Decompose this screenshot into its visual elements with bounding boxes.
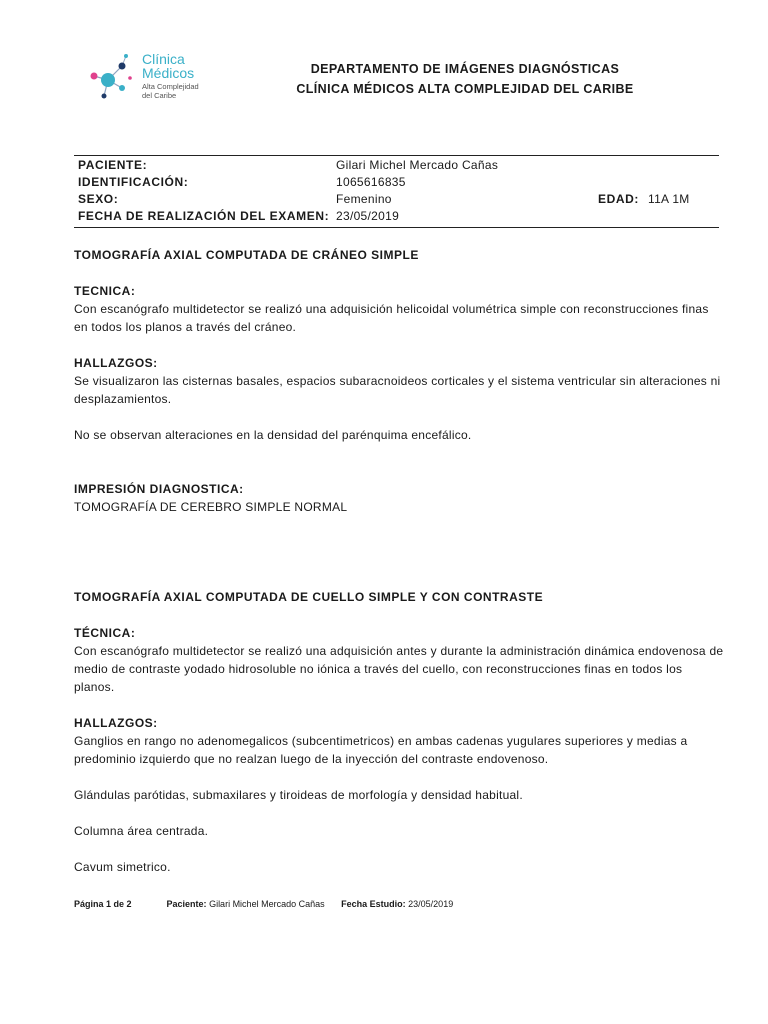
study1-technique-heading: TECNICA:	[74, 284, 136, 298]
footer-patient-label: Paciente:	[166, 899, 207, 909]
clinic-logo	[80, 48, 240, 110]
patient-age-value: 11A 1M	[648, 192, 690, 206]
logo-name-line2: Médicos	[142, 65, 195, 81]
report-body	[74, 246, 724, 876]
study2-findings-text1: Ganglios en rango no adenomegalicos (subcentimetricos) en ambas cadenas yugulares superiores y medias a predominio izquierdo que no realzan luego de la inyección del contraste endovenoso.	[74, 734, 688, 766]
study2-findings-text4: Cavum simetrico.	[74, 860, 171, 874]
study1-findings-text1: Se visualizaron las cisternas basales, espacios subaracnoideos corticales y el sistema ventricular sin alteraciones ni desplazamientos.	[74, 374, 721, 406]
patient-info-table	[74, 155, 719, 228]
patient-name-label: PACIENTE:	[78, 158, 148, 172]
page-footer	[74, 899, 453, 909]
logo-subtitle-line1: Alta Complejidad	[142, 82, 199, 91]
molecule-logo-icon	[86, 52, 136, 106]
footer-page-number: Página 1 de 2	[74, 899, 132, 909]
footer-date-value: 23/05/2019	[408, 899, 454, 909]
study1-impression-heading: IMPRESIÓN DIAGNOSTICA:	[74, 482, 244, 496]
study1-technique-text: Con escanógrafo multidetector se realizó una adquisición helicoidal volumétrica simple con reconstrucciones finas en todos los planos a través del cráneo.	[74, 302, 709, 334]
study1-title: TOMOGRAFÍA AXIAL COMPUTADA DE CRÁNEO SIMPLE	[74, 248, 419, 262]
logo-name-line1: Clínica	[142, 51, 185, 67]
patient-name-row	[74, 157, 719, 174]
patient-age-label: EDAD:	[598, 192, 639, 206]
exam-date-label: FECHA DE REALIZACIÓN DEL EXAMEN:	[78, 209, 330, 223]
study1-impression-text: TOMOGRAFÍA DE CEREBRO SIMPLE NORMAL	[74, 500, 348, 514]
study2-title: TOMOGRAFÍA AXIAL COMPUTADA DE CUELLO SIMPLE Y CON CONTRASTE	[74, 590, 544, 604]
footer-date-label: Fecha Estudio:	[341, 899, 406, 909]
patient-sex-value: Femenino	[336, 192, 392, 206]
study1-findings-heading: HALLAZGOS:	[74, 356, 158, 370]
study2-technique-heading: TÉCNICA:	[74, 626, 136, 640]
logo-text	[142, 52, 242, 100]
department-title: DEPARTAMENTO DE IMÁGENES DIAGNÓSTICAS	[310, 62, 620, 76]
study2-findings-text3: Columna área centrada.	[74, 824, 209, 838]
logo-subtitle-line2: del Caribe	[142, 91, 177, 100]
patient-id-value: 1065616835	[336, 175, 406, 189]
patient-id-row	[74, 174, 719, 191]
study2-technique-text: Con escanógrafo multidetector se realizó una adquisición antes y durante la administración dinámica endovenosa de medio de contraste yodado hidrosoluble no iónica a través del cuello, con reconstrucciones finas en todos los planos.	[74, 644, 724, 694]
patient-name-value: Gilari Michel Mercado Cañas	[336, 158, 499, 172]
exam-date-row	[74, 208, 719, 225]
study2-findings-text2: Glándulas parótidas, submaxilares y tiroideas de morfología y densidad habitual.	[74, 788, 523, 802]
patient-id-label: IDENTIFICACIÓN:	[78, 175, 189, 189]
study1-findings-text2: No se observan alteraciones en la densidad del parénquima encefálico.	[74, 428, 472, 442]
footer-patient-value: Gilari Michel Mercado Cañas	[209, 899, 325, 909]
study2-findings-heading: HALLAZGOS:	[74, 716, 158, 730]
clinic-title: CLÍNICA MÉDICOS ALTA COMPLEJIDAD DEL CARIBE	[296, 82, 634, 96]
patient-sex-label: SEXO:	[78, 192, 119, 206]
patient-sex-row	[74, 191, 719, 208]
exam-date-value: 23/05/2019	[336, 209, 400, 223]
